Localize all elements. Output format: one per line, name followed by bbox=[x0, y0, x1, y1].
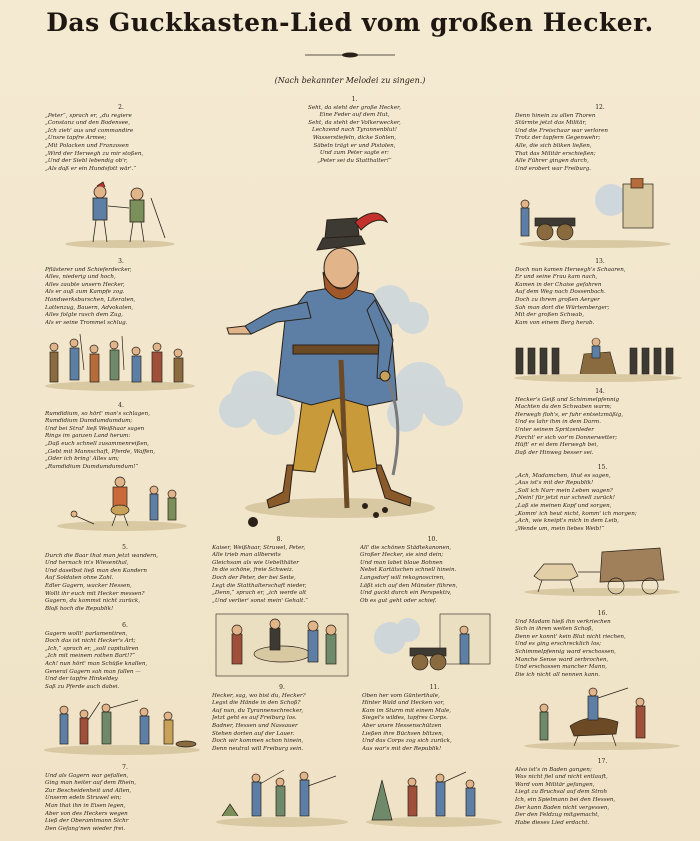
verse-number: 1. bbox=[351, 96, 358, 103]
verse-number: 11. bbox=[429, 684, 440, 691]
sheet-title: Das Guckkasten-Lied vom großen Hecker. bbox=[46, 8, 654, 37]
verse-line: Kamen in der Chaise gefahren bbox=[515, 281, 602, 288]
verse-line: Mit der großen Schwab, bbox=[515, 312, 584, 319]
verse-line: Und man labet blaue Bohnen bbox=[360, 559, 443, 566]
verse-line: Aber unsre Hessenschützen bbox=[362, 722, 442, 729]
verse-line: Langsdorf will rekognosciren, bbox=[360, 574, 445, 581]
verse-line: Rings im ganzen Land herum: bbox=[45, 433, 131, 440]
verse-3 bbox=[45, 258, 197, 327]
verse-line: Und erschossen mancher Mann, bbox=[515, 664, 607, 671]
carriage-vignette bbox=[520, 536, 685, 598]
verse-line: Habe dieses Lied erdacht. bbox=[515, 819, 590, 826]
verse-line: Manche Sense ward zerbrochen, bbox=[515, 656, 609, 663]
verse-line: Herwegh floh's, er fuhr entsetzmäßig, bbox=[515, 411, 624, 418]
verse-line: Ach! nun hört' man Schüße knallen, bbox=[45, 660, 148, 667]
cannon-vignette bbox=[360, 608, 505, 680]
verse-number: 10. bbox=[427, 536, 438, 543]
verse-line: „Ach, Madamchen, thut es sagen, bbox=[515, 472, 611, 479]
verse-line: Großer Hecker, sie sind dein; bbox=[360, 552, 444, 559]
verse-line: Der kann Baden nicht vergessen, bbox=[515, 804, 610, 811]
verse-line: Als er seine Trommel schlug. bbox=[45, 319, 128, 326]
verse-line: Ob es gut geht oder schief. bbox=[360, 597, 437, 604]
verse-number: 2. bbox=[118, 104, 124, 111]
verse-line: „Peter sei du Statthalter!“ bbox=[317, 157, 392, 164]
verse-line: „Rumdidium Dumdumdumdum!“ bbox=[45, 463, 139, 470]
verse-line: Und die Freischaar war verloren bbox=[515, 127, 608, 134]
verse-line: Denn hinein zu allen Thoren bbox=[515, 112, 596, 119]
verse-line: „Soll ich Narr mein Leben wagen? bbox=[515, 487, 613, 494]
verse-line: Hecker's Geiß und Schimmelpfennig bbox=[515, 396, 620, 403]
verse-line: Lattenzug, Bauern, Advokaten, bbox=[45, 304, 134, 311]
column-march-vignette bbox=[510, 326, 685, 384]
verse-line: Doch zu ihrem großen Aerger bbox=[515, 296, 600, 303]
verse-number: 3. bbox=[118, 258, 124, 265]
verse-line: Säbeln trägt er und Pistolen, bbox=[313, 142, 396, 149]
verse-line: Kam von einem Berg herab. bbox=[515, 319, 595, 326]
verse-line: Oben her vom Günterthale, bbox=[362, 692, 440, 699]
verse-number: 12. bbox=[595, 104, 605, 111]
verse-line: Alles, niederig und hoch, bbox=[45, 274, 116, 281]
verse-line: Ich, ein Spielmann bei den Hessen, bbox=[515, 796, 616, 803]
verse-line: Ließ der Oberamtmann Sichr bbox=[45, 818, 129, 825]
verse-line: Gagern wollt' parlamentiren, bbox=[45, 630, 128, 637]
verse-line: Lechzend nach Tyrannenblut! bbox=[312, 127, 397, 134]
verse-line: Edler Gagern, wacker Hessen, bbox=[45, 582, 132, 589]
verse-9 bbox=[212, 684, 352, 753]
verse-line: Trotz der tapfern Gegenwehr; bbox=[515, 135, 601, 142]
verse-line: Sah man dort die Würtemberger; bbox=[515, 304, 610, 311]
verse-line: Also ist's in Baden gangen; bbox=[515, 766, 592, 773]
verse-line: Der den Feldzug mitgemacht, bbox=[515, 812, 600, 819]
title-ornament bbox=[300, 51, 400, 59]
verse-5 bbox=[45, 544, 205, 613]
verse-line: Siegel's wildes, tapfres Corps. bbox=[362, 715, 448, 722]
verse-line: Daß der Hinweg besser sei. bbox=[515, 449, 594, 456]
verse-line: Kaiser, Weißhaar, Struwel, Peter, bbox=[212, 544, 306, 551]
verse-line: Kam im Sturm mit einem Male, bbox=[362, 707, 452, 714]
verse-line: Forcht' er sich vor'm Donnerwetter; bbox=[515, 434, 618, 441]
verse-line: Legt die Statthalterschaft nieder, bbox=[212, 582, 307, 589]
city-gate-cannon-vignette bbox=[515, 178, 675, 250]
verse-line: Was nicht fiel und nicht entlauft, bbox=[515, 774, 608, 781]
verse-1 bbox=[262, 96, 447, 165]
verse-line: Und zum Peter sagte er: bbox=[319, 150, 390, 157]
verse-line: Rumdidium, so hört' man's schlagen, bbox=[45, 410, 150, 417]
verse-12 bbox=[515, 104, 685, 173]
verse-15 bbox=[515, 464, 690, 533]
verse-line: That das Militär erschießen; bbox=[515, 150, 596, 157]
verse-line: General Gagern sah man fallen — bbox=[45, 668, 141, 675]
hecker-portrait bbox=[215, 210, 465, 530]
verse-line: Wollt ihr euch mit Hecker messen? bbox=[45, 590, 145, 597]
verse-line: Unter seinem Spritzenleder bbox=[515, 426, 594, 433]
verse-line: Doch der Peter, der bei Seite, bbox=[212, 574, 296, 581]
cavalry-fight-vignette bbox=[520, 682, 685, 752]
verse-line: Und Madam hieß ihn verkriechen bbox=[515, 618, 611, 625]
verse-line: Denn neutral will Freiburg sein. bbox=[212, 745, 304, 752]
verse-line: „Ich mit meinem rothen Bart!?“ bbox=[45, 653, 136, 660]
verse-line: „Ich,“ sprach er, „soll capituliren bbox=[45, 645, 139, 652]
verse-line: „Oder ich bring' Alles um; bbox=[45, 456, 120, 463]
verse-line: „Aus ist's mit der Republik! bbox=[515, 480, 594, 487]
verse-6 bbox=[45, 622, 205, 691]
verse-line: „Komm' ich heut nicht, komm' ich morgen; bbox=[515, 510, 637, 517]
verse-11 bbox=[362, 684, 507, 753]
verse-line: Seht, da steht der große Hecker, bbox=[308, 104, 401, 111]
verse-number: 5. bbox=[122, 544, 128, 551]
sheet-subtitle: (Nach bekannter Melodei zu singen.) bbox=[274, 76, 426, 85]
verse-line: Wasserstiefeln, dicke Sohlen, bbox=[312, 134, 397, 141]
verse-line: Auf nun, du Tyrannenschrecker, bbox=[212, 707, 304, 714]
verse-line: Und es ging erschrecklich los; bbox=[515, 641, 602, 648]
verse-line: Nebst Kartätschen schnell hinein. bbox=[360, 567, 457, 574]
verse-line: Auf Soldaten ohne Zahl. bbox=[45, 575, 114, 582]
verse-line: Schimmelpfennig ward erschossen, bbox=[515, 648, 616, 655]
verse-line: Hüft' er ei dem Herwegh bei, bbox=[515, 442, 599, 449]
verse-line: Eine Feder auf dem Hut, bbox=[319, 112, 390, 119]
verse-line: Doch wir kommen schon hinein, bbox=[212, 738, 304, 745]
verse-line: Sich in ihren weiten Schoß, bbox=[515, 626, 594, 633]
verse-line: „Laß sie meinen Kopf und sorgen, bbox=[515, 502, 612, 509]
verse-line: „Constanz und den Bodensee, bbox=[45, 120, 131, 127]
verse-line: Saß zu Pferde auch dabei. bbox=[45, 683, 120, 690]
verse-line: Rumdidium Dumdumdumdum; bbox=[45, 418, 133, 425]
verse-14 bbox=[515, 388, 685, 457]
verse-line: Seht, da steht der Volkerwecker, bbox=[308, 119, 401, 126]
verse-line: Und hernach in's Wiesenthal, bbox=[45, 560, 129, 567]
verse-line: Man that ihn in Eisen legen, bbox=[45, 802, 126, 809]
verse-line: „Denn,“ sprach er, „ich werde alt bbox=[212, 590, 307, 597]
verse-number: 7. bbox=[122, 764, 128, 771]
verse-line: All' die schönen Städtekanonen, bbox=[360, 544, 452, 551]
verse-number: 8. bbox=[276, 536, 283, 543]
verse-line: „Als daß er ein Hundsfott wär'.“ bbox=[45, 165, 137, 172]
verse-line: Aus war's mit der Republik! bbox=[362, 745, 442, 752]
verse-line: Doch das ist nicht Hecker's Art; bbox=[45, 638, 136, 645]
verse-line: Alle, die sich bliken ließen, bbox=[515, 142, 592, 149]
verse-line: Und daselbst ließ man den Kandern bbox=[45, 567, 148, 574]
verse-line: „Peter“, sprach er, „du regiere bbox=[45, 112, 132, 119]
verse-number: 17. bbox=[597, 758, 608, 765]
verse-line: „Daß euch schnell zusammenreißen, bbox=[45, 440, 150, 447]
verse-line: Und es lahr ihm in dem Darm. bbox=[515, 419, 602, 426]
verse-line: Bloß hoch die Republik! bbox=[45, 605, 114, 612]
verse-line: Und erobert war Freiburg. bbox=[515, 165, 592, 172]
verse-line: Alle trieb man allbereits bbox=[212, 552, 281, 559]
marching-crowd-vignette bbox=[40, 330, 200, 392]
verse-line: Den Gefang'nen wieder frei. bbox=[45, 825, 126, 832]
verse-line: „Unsre tapfre Armee; bbox=[45, 135, 107, 142]
verse-line: Stürmte jetzt das Militär, bbox=[515, 120, 587, 127]
officers-table-vignette bbox=[212, 610, 352, 680]
verse-line: Und bei Stral' ließ Weißhaar sagen bbox=[45, 425, 145, 432]
verse-line: Stehen dorten auf der Lauer. bbox=[212, 730, 295, 737]
verse-2 bbox=[45, 104, 197, 173]
verse-line: Hecker, sag, wo bist du, Hecker? bbox=[212, 692, 306, 699]
verse-line: „Wende um, mein liebes Weib!“ bbox=[515, 525, 605, 532]
verse-7 bbox=[45, 764, 205, 833]
soldiers-field-vignette bbox=[212, 760, 352, 830]
verse-line: Alles zaubte unsern Hecker, bbox=[45, 281, 125, 288]
verse-line: Er und seine Frau kam nach, bbox=[515, 274, 598, 281]
verse-line: Pflästerer und Schieferdecker, bbox=[45, 266, 132, 273]
verse-line: Alles folgte rasch dem Zug, bbox=[45, 312, 123, 319]
verse-16 bbox=[515, 610, 690, 679]
musician-vignette bbox=[380, 760, 381, 761]
verse-line: Denn er konnt' kein Blut nicht riechen, bbox=[515, 633, 626, 640]
verse-line: Auf dem Weg nach Dossenbach. bbox=[515, 289, 606, 296]
drummer-vignette bbox=[50, 470, 195, 532]
verse-line: Und das Corps zog sich zurück, bbox=[362, 738, 452, 745]
verse-line: Ward vom Militär gefangen, bbox=[515, 781, 595, 788]
verse-8 bbox=[212, 536, 347, 605]
verse-line: „Mit Polacken und Franzosen bbox=[45, 142, 129, 149]
verse-number: 4. bbox=[118, 402, 124, 409]
forest-fight-vignette bbox=[362, 760, 507, 830]
verse-line: Durch die Baar that man jetzt wandern, bbox=[45, 552, 159, 559]
verse-line: Badner, Hessen und Nassauer bbox=[212, 722, 298, 729]
verse-line: Ließen ihre Büchsen blitzen, bbox=[362, 730, 444, 737]
verse-4 bbox=[45, 402, 197, 471]
verse-line: Ging man heiter auf dem Rhein, bbox=[45, 780, 137, 787]
verse-line: „Wird der Herwegh zu mir stoßen, bbox=[45, 150, 144, 157]
verse-line: Aber von des Heckers wegen bbox=[45, 810, 128, 817]
verse-line: Handwerksburschen, Literaten, bbox=[45, 296, 136, 303]
skirmish-vignette bbox=[40, 694, 205, 756]
verse-line: In die schöne, freie Schweiz. bbox=[212, 567, 294, 574]
verse-number: 13. bbox=[595, 258, 605, 265]
verse-line: Gagern, du kommst nicht zurück, bbox=[45, 598, 141, 605]
verse-line: „Gebt mit Mannschaft, Pferde, Waffen, bbox=[45, 448, 156, 455]
verse-line: Legst die Hände in den Schoß? bbox=[212, 700, 301, 707]
verse-line: „Ach, wie kneipt's mich in dem Leib, bbox=[515, 518, 619, 525]
hecker-and-peter-vignette bbox=[55, 178, 185, 250]
verse-line: Hinter Wald und Hecken vor, bbox=[362, 700, 445, 707]
verse-10 bbox=[360, 536, 505, 605]
verse-line: Unserm edeln Struwel ein; bbox=[45, 795, 122, 802]
verse-line: Die ich nicht all nennen kann. bbox=[515, 671, 601, 678]
verse-line: Als er auß zum Kampfe zog. bbox=[45, 289, 125, 296]
verse-line: Gleichsam als wie Uebelthäter bbox=[212, 559, 299, 566]
verse-line: Läßt sich auf den Münster führen, bbox=[360, 582, 458, 589]
verse-17 bbox=[515, 758, 690, 827]
verse-line: Und der tapfre Hinkeldey bbox=[45, 676, 118, 683]
verse-line: „Und verlier' sonst mein' Gehalt.“ bbox=[212, 597, 309, 604]
verse-line: Liegt zu Bruchsal auf dem Stroh bbox=[515, 789, 608, 796]
verse-line: Zur Bescheidenheit und Allen, bbox=[45, 787, 132, 794]
verse-line: „Ich zieh' aus und commandire bbox=[45, 127, 134, 134]
verse-line: „Nein! für jetzt nur schnell zurück! bbox=[515, 495, 616, 502]
verse-line: Und guckt durch ein Perspektiv, bbox=[360, 590, 452, 597]
verse-number: 14. bbox=[595, 388, 605, 395]
verse-line: Jetzt geht es auf Freiburg los. bbox=[212, 715, 297, 722]
verse-line: Und als Gagern war gefallen, bbox=[45, 772, 129, 779]
verse-number: 6. bbox=[122, 622, 128, 629]
verse-line: „Und der Siebl lebendig ob'r, bbox=[45, 158, 128, 165]
verse-line: Machten da den Schwaben warm; bbox=[515, 404, 612, 411]
verse-line: Alle Führer gingen durch, bbox=[515, 158, 589, 165]
verse-number: 15. bbox=[597, 464, 608, 471]
verse-line: Doch nun kamen Herwegh's Schaaren, bbox=[515, 266, 626, 273]
verse-13 bbox=[515, 258, 685, 327]
verse-number: 9. bbox=[279, 684, 285, 691]
verse-number: 16. bbox=[597, 610, 608, 617]
